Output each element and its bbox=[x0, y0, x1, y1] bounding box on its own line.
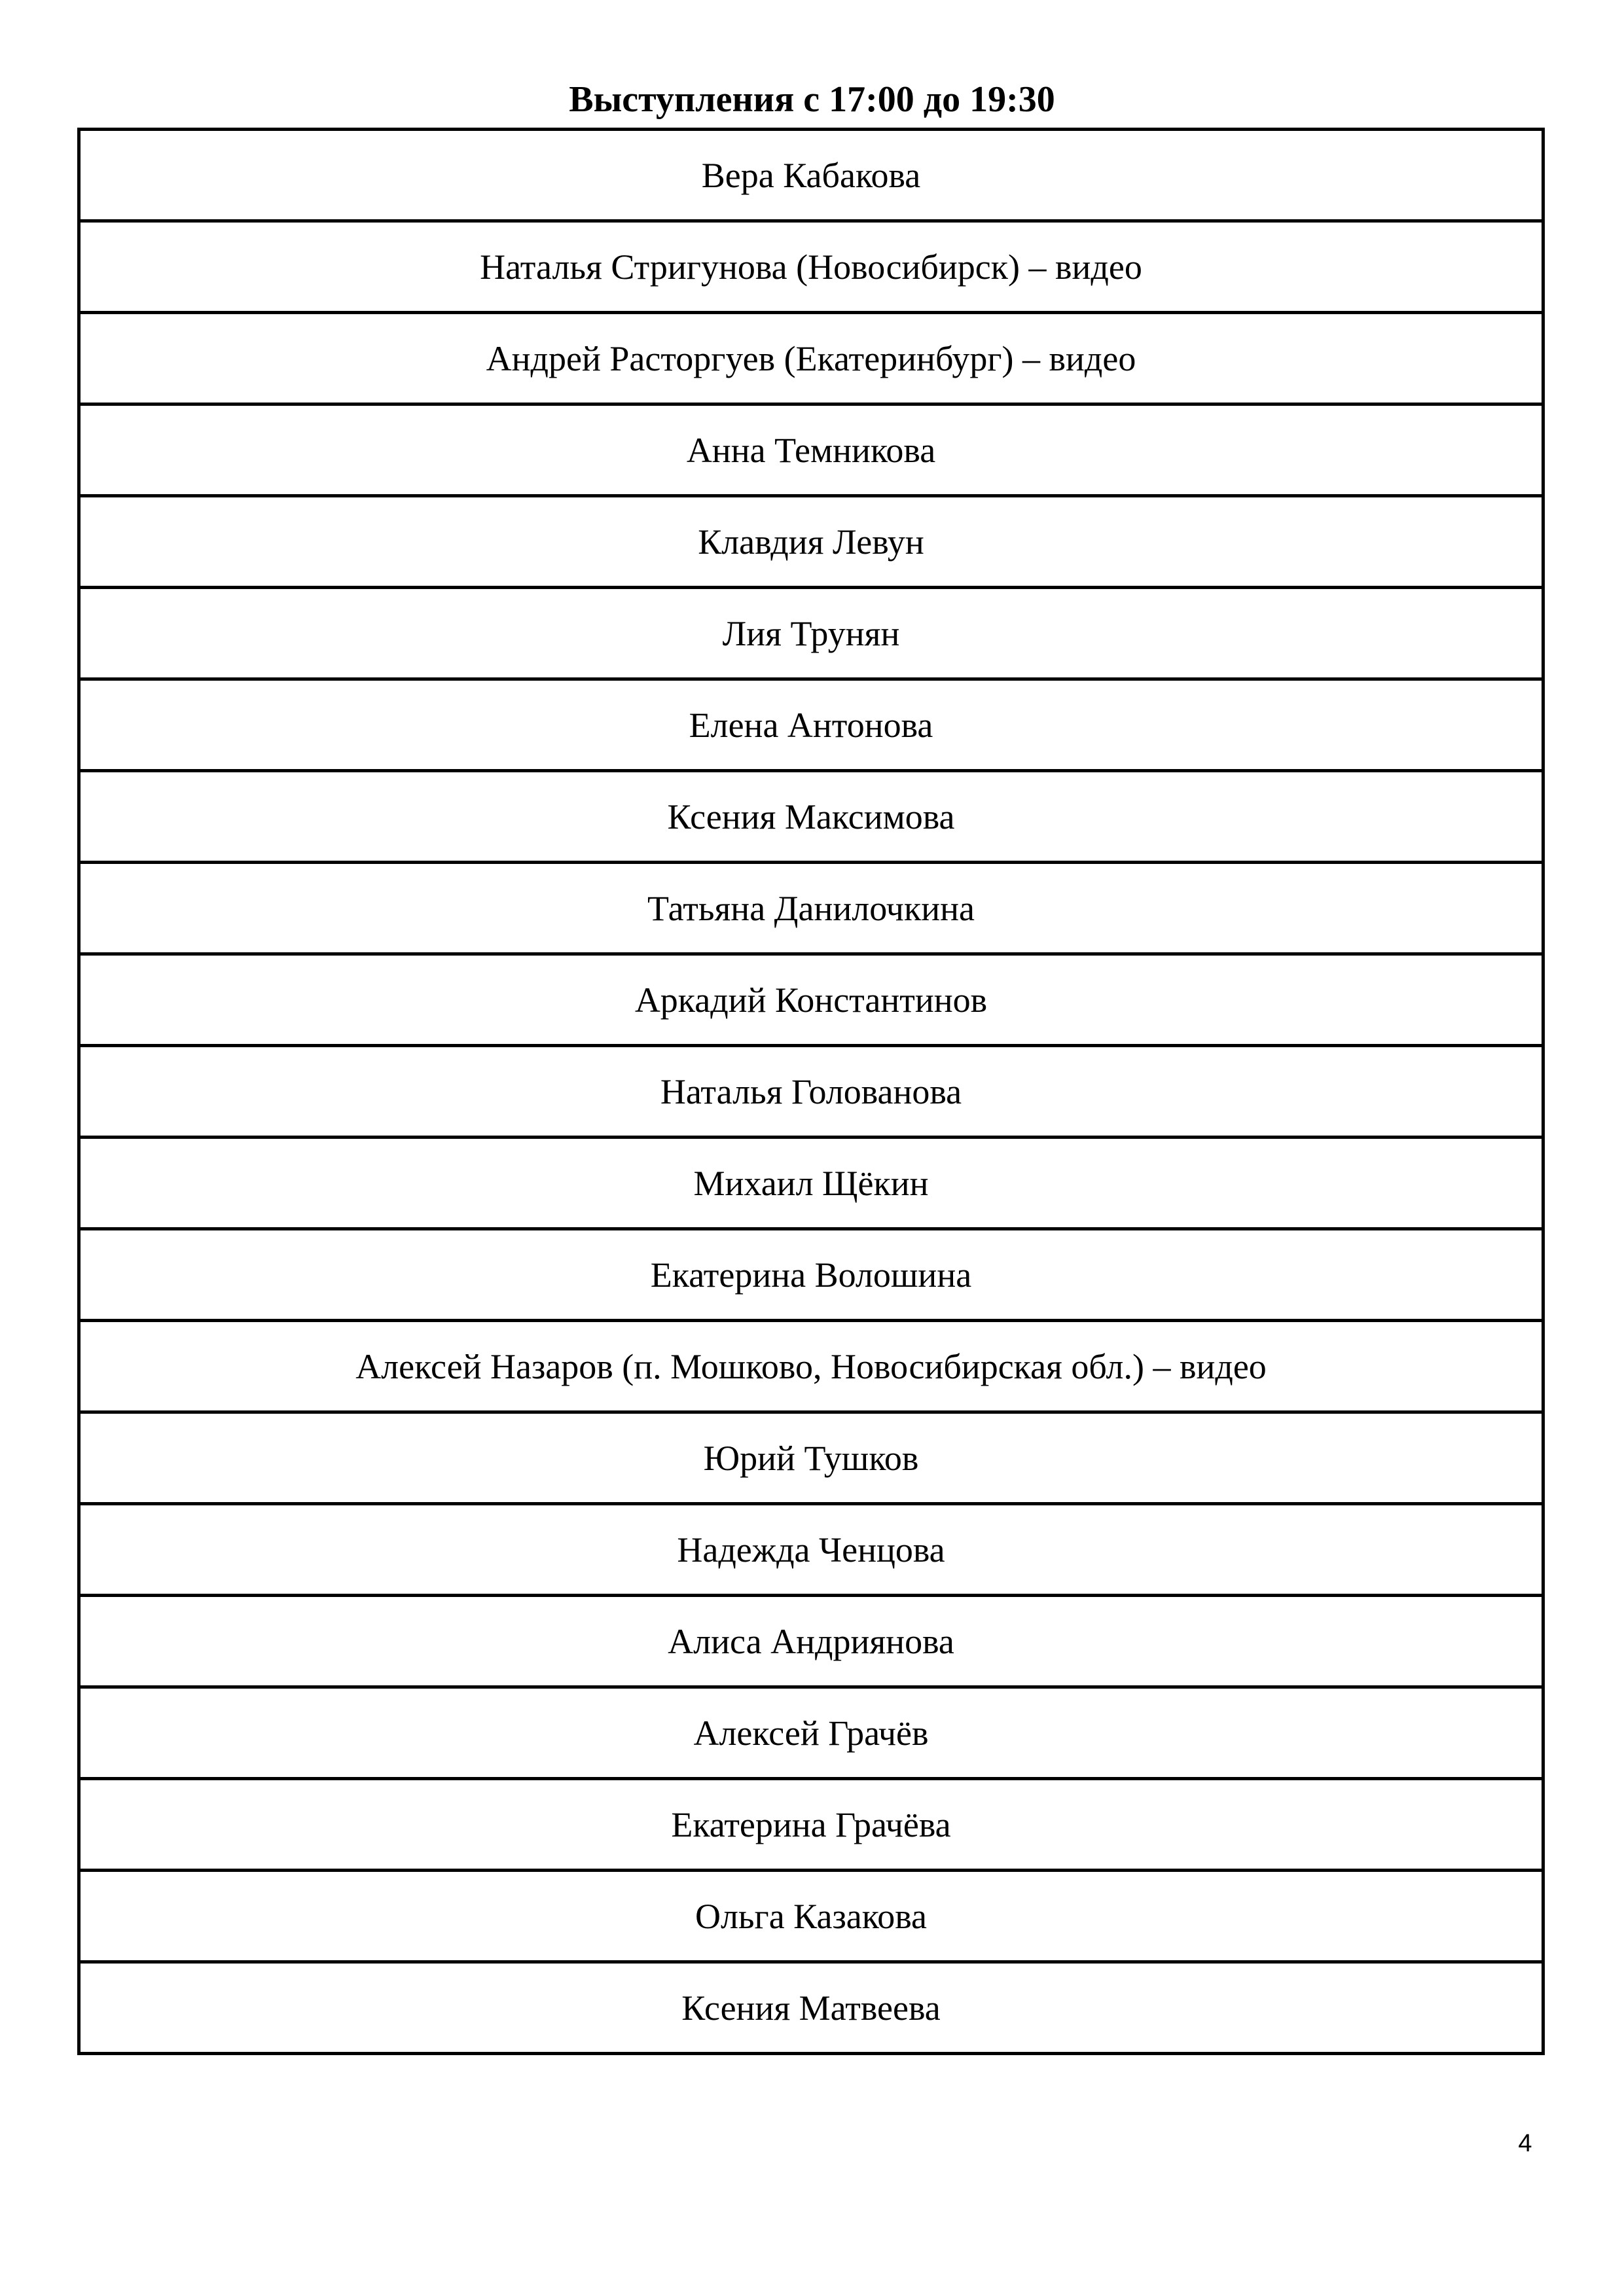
performer-cell: Вера Кабакова bbox=[701, 155, 921, 195]
performer-cell: Андрей Расторгуев (Екатеринбург) – видео bbox=[79, 313, 1543, 404]
table-row bbox=[79, 1138, 1543, 1229]
table-row bbox=[79, 679, 1543, 771]
performer-cell: Екатерина Грачёва bbox=[79, 1779, 1543, 1871]
table-row bbox=[79, 588, 1543, 679]
performer-cell: Елена Антонова bbox=[79, 679, 1543, 771]
page-number: 4 bbox=[1518, 2130, 1532, 2157]
table-row bbox=[79, 863, 1543, 954]
table-row bbox=[79, 1871, 1543, 1962]
table-row bbox=[79, 496, 1543, 588]
performer-cell: Лия Трунян bbox=[79, 588, 1543, 679]
table-row bbox=[79, 1504, 1543, 1596]
performer-cell: Алексей Грачёв bbox=[79, 1687, 1543, 1779]
table-row bbox=[79, 1779, 1543, 1871]
table-row bbox=[79, 1596, 1543, 1687]
performer-cell: Надежда Ченцова bbox=[79, 1504, 1543, 1596]
performer-cell: Алиса Андриянова bbox=[79, 1596, 1543, 1687]
table-row bbox=[79, 313, 1543, 404]
performer-cell: Михаил Щёкин bbox=[79, 1138, 1543, 1229]
performer-cell: Ксения Матвеева bbox=[79, 1962, 1543, 2054]
performer-cell: Екатерина Волошина bbox=[79, 1229, 1543, 1321]
performer-cell: Наталья Стригунова (Новосибирск) – видео bbox=[79, 221, 1543, 313]
performer-cell: Ксения Максимова bbox=[79, 771, 1543, 863]
performer-cell: Алексей Назаров (п. Мошково, Новосибирская обл.) – видео bbox=[79, 1321, 1543, 1412]
table-row bbox=[79, 1229, 1543, 1321]
performer-cell: Ольга Казакова bbox=[79, 1871, 1543, 1962]
table-row bbox=[79, 221, 1543, 313]
performer-cell: Клавдия Левун bbox=[79, 496, 1543, 588]
performer-cell: Наталья Голованова bbox=[79, 1046, 1543, 1138]
table-row bbox=[79, 1687, 1543, 1779]
table-row bbox=[79, 1046, 1543, 1138]
page-title: Выступления с 17:00 до 19:30 bbox=[569, 79, 1055, 120]
performer-cell: Аркадий Константинов bbox=[79, 954, 1543, 1046]
performer-cell: Юрий Тушков bbox=[79, 1412, 1543, 1504]
table-row bbox=[79, 404, 1543, 496]
table-row bbox=[79, 954, 1543, 1046]
table-row bbox=[79, 1321, 1543, 1412]
performers-table bbox=[77, 128, 1545, 2055]
performer-cell: Анна Темникова bbox=[79, 404, 1543, 496]
performer-cell: Татьяна Данилочкина bbox=[79, 863, 1543, 954]
table-row bbox=[79, 1412, 1543, 1504]
table-row bbox=[79, 1962, 1543, 2054]
table-row bbox=[79, 130, 1543, 221]
table-row bbox=[79, 771, 1543, 863]
